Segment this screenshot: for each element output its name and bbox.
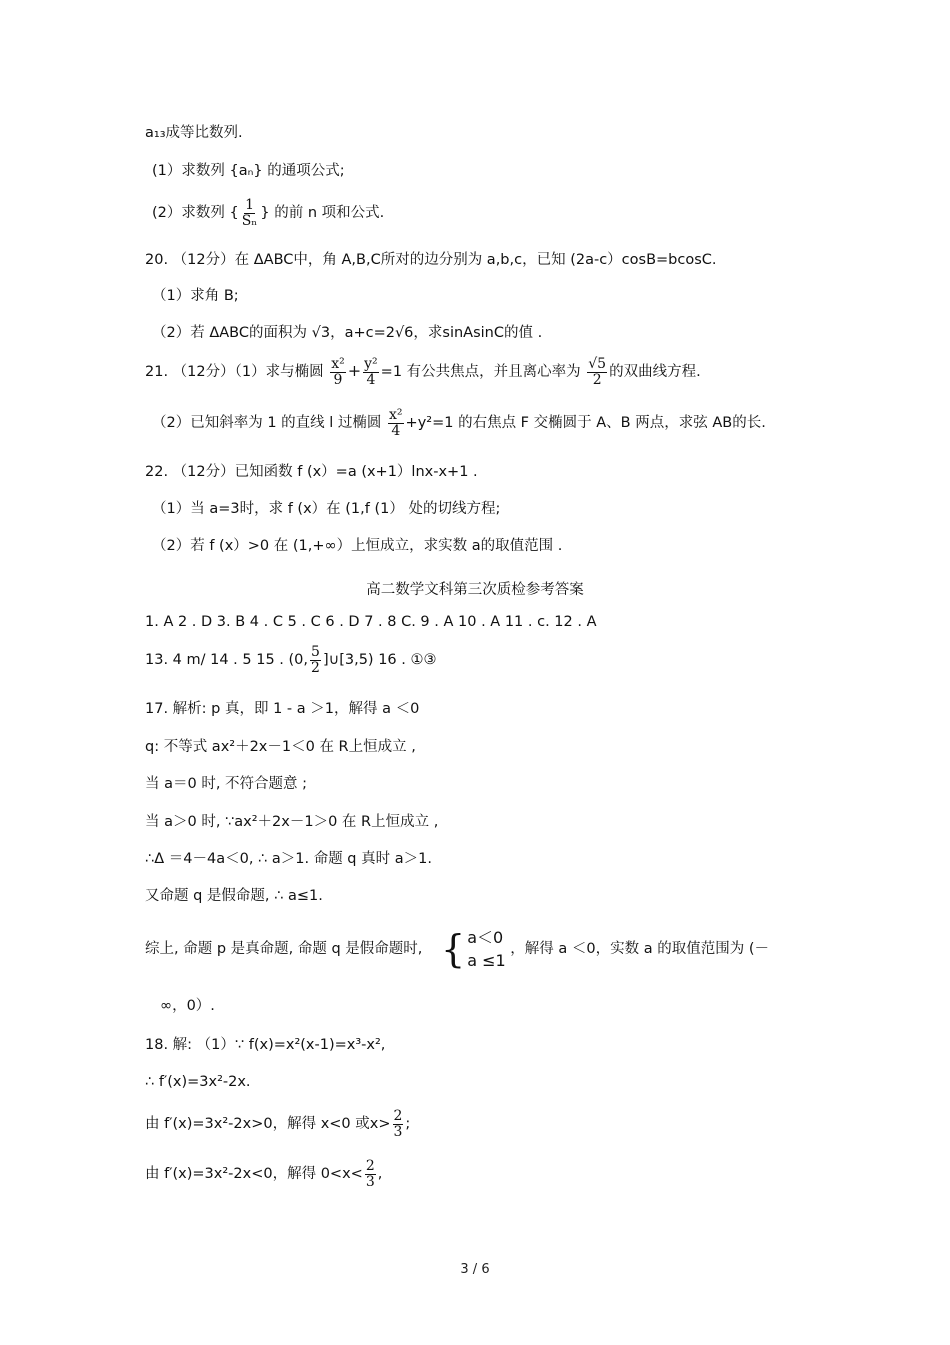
denominator: 2 xyxy=(592,371,602,388)
answers-13-16 xyxy=(145,645,436,675)
text: 20. （12分）在 ΔABC中，角 A,B,C所对的边分别为 a,b,c，已知 (2a-c）cosB=bcosC. xyxy=(145,252,717,268)
solution-17-summary xyxy=(145,926,769,972)
text: , xyxy=(377,1166,383,1183)
answer-key-title xyxy=(0,578,950,599)
solution-18 xyxy=(145,1038,385,1053)
left-brace: { xyxy=(441,927,466,972)
text: ∴ f′(x)=3x²-2x. xyxy=(145,1074,251,1090)
numerator: x² xyxy=(331,356,345,372)
system-row: a ≤1 xyxy=(467,951,506,971)
text: ∴Δ ＝4－4a＜0, ∴ a＞1. 命题 q 真时 a＞1. xyxy=(145,851,432,867)
text: 当 a＞0 时, ∵ax²＋2x－1＞0 在 R上恒成立 , xyxy=(145,814,439,830)
text: ∞，0）. xyxy=(160,998,215,1014)
inequality-system xyxy=(441,926,506,972)
question-21 xyxy=(145,357,701,387)
text: 18. 解: （1）∵ f(x)=x²(x-1)=x³-x², xyxy=(145,1037,386,1053)
numerator: 5 xyxy=(311,644,320,660)
text: 1. A 2 . D 3. B 4 . C 5 . C 6 . D 7 . 8 C. 9 . A 10 . A 11 . c. 12 . A xyxy=(145,614,597,630)
numerator: 1 xyxy=(245,197,254,213)
text: 又命题 q 是假命题, ∴ a≤1. xyxy=(145,888,323,904)
text: （1）当 a=3时，求 f (x）在 (1,f (1） 处的切线方程; xyxy=(152,501,501,517)
text: q: 不等式 ax²＋2x－1＜0 在 R上恒成立 , xyxy=(145,739,416,755)
text: (1）求数列 {aₙ} 的通项公式; xyxy=(152,163,345,179)
text: ; xyxy=(405,1116,411,1133)
denominator: 3 xyxy=(365,1173,375,1190)
fraction xyxy=(393,1109,404,1139)
text: （2）已知斜率为 1 的直线 l 过椭圆 xyxy=(152,415,382,432)
fraction xyxy=(241,198,259,228)
denominator: Sₙ xyxy=(241,212,258,229)
fraction xyxy=(310,645,321,675)
fraction xyxy=(365,1159,376,1189)
text: （2）若 ΔABC的面积为 √3，a+c=2√6，求sinAsinC的值 . xyxy=(152,325,543,341)
solution-17 xyxy=(145,702,419,717)
q19-part2 xyxy=(152,198,384,228)
text: 当 a＝0 时, 不符合题意 ; xyxy=(145,776,308,792)
page-number xyxy=(0,1262,950,1277)
text: 综上, 命题 p 是真命题, 命题 q 是假命题时, xyxy=(145,941,423,958)
q21-part2 xyxy=(152,408,766,438)
denominator: 9 xyxy=(333,371,343,388)
fraction xyxy=(363,357,379,387)
title-text: 高二数学文科第三次质检参考答案 xyxy=(366,582,584,598)
question-22 xyxy=(145,465,478,480)
text: 17. 解析: p 真，即 1 - a ＞1，解得 a ＜0 xyxy=(145,701,420,717)
text: ]∪[3,5) 16 . ①③ xyxy=(322,652,437,669)
solution-17-q xyxy=(145,740,416,755)
text: =1 有公共焦点，并且离心率为 xyxy=(380,364,581,381)
q22-part2 xyxy=(152,539,562,554)
denominator: 2 xyxy=(311,659,320,676)
q20-part1 xyxy=(152,289,239,304)
system-row: a＜0 xyxy=(467,928,504,947)
fraction xyxy=(330,357,346,387)
fraction xyxy=(587,357,607,387)
text: 的双曲线方程. xyxy=(609,364,701,381)
denominator: 4 xyxy=(391,422,401,439)
q20-part2 xyxy=(152,326,542,341)
solution-18-derivative xyxy=(145,1075,251,1090)
text: （1）求角 B; xyxy=(152,288,239,304)
text: 21. （12分）（1）求与椭圆 xyxy=(145,364,324,381)
solution-17-case0 xyxy=(145,777,307,792)
text: } 的前 n 项和公式. xyxy=(260,205,385,222)
solution-18-increasing xyxy=(145,1109,410,1139)
plus-sign: + xyxy=(347,361,362,381)
text: ，解得 a ＜0，实数 a 的取值范围为 (－ xyxy=(510,941,769,958)
fraction xyxy=(388,408,404,438)
solution-17-case-pos xyxy=(145,815,438,830)
answers-1-12 xyxy=(145,615,596,630)
solution-17-false xyxy=(145,889,323,904)
text: (2）求数列 { xyxy=(152,205,239,222)
numerator: x² xyxy=(389,407,403,423)
numerator: 2 xyxy=(365,1158,375,1174)
q19-part1 xyxy=(152,164,345,179)
q22-part1 xyxy=(152,502,500,517)
system-rows xyxy=(467,926,505,972)
text: +y²=1 的右焦点 F 交椭圆于 A、B 两点，求弦 AB的长. xyxy=(405,415,766,432)
page-number-text: 3 / 6 xyxy=(460,1262,490,1277)
text: 由 f′(x)=3x²-2x<0，解得 0<x< xyxy=(145,1166,363,1183)
numerator: √5 xyxy=(588,356,607,372)
line-a13 xyxy=(145,126,243,141)
text: a₁₃成等比数列. xyxy=(145,125,243,141)
solution-17-delta xyxy=(145,852,432,867)
text: 由 f′(x)=3x²-2x>0，解得 x<0 或x> xyxy=(145,1116,391,1133)
numerator: 2 xyxy=(393,1108,403,1124)
denominator: 3 xyxy=(393,1123,403,1140)
solution-17-range xyxy=(160,999,215,1014)
numerator: y² xyxy=(364,356,378,372)
text: 22. （12分）已知函数 f (x）=a (x+1）lnx-x+1 . xyxy=(145,464,478,480)
solution-18-decreasing xyxy=(145,1159,382,1189)
question-20 xyxy=(145,253,717,268)
denominator: 4 xyxy=(366,371,376,388)
text: （2）若 f (x）>0 在 (1,+∞）上恒成立，求实数 a的取值范围 . xyxy=(152,538,563,554)
text: 13. 4 m/ 14 . 5 15 . (0, xyxy=(145,652,309,669)
